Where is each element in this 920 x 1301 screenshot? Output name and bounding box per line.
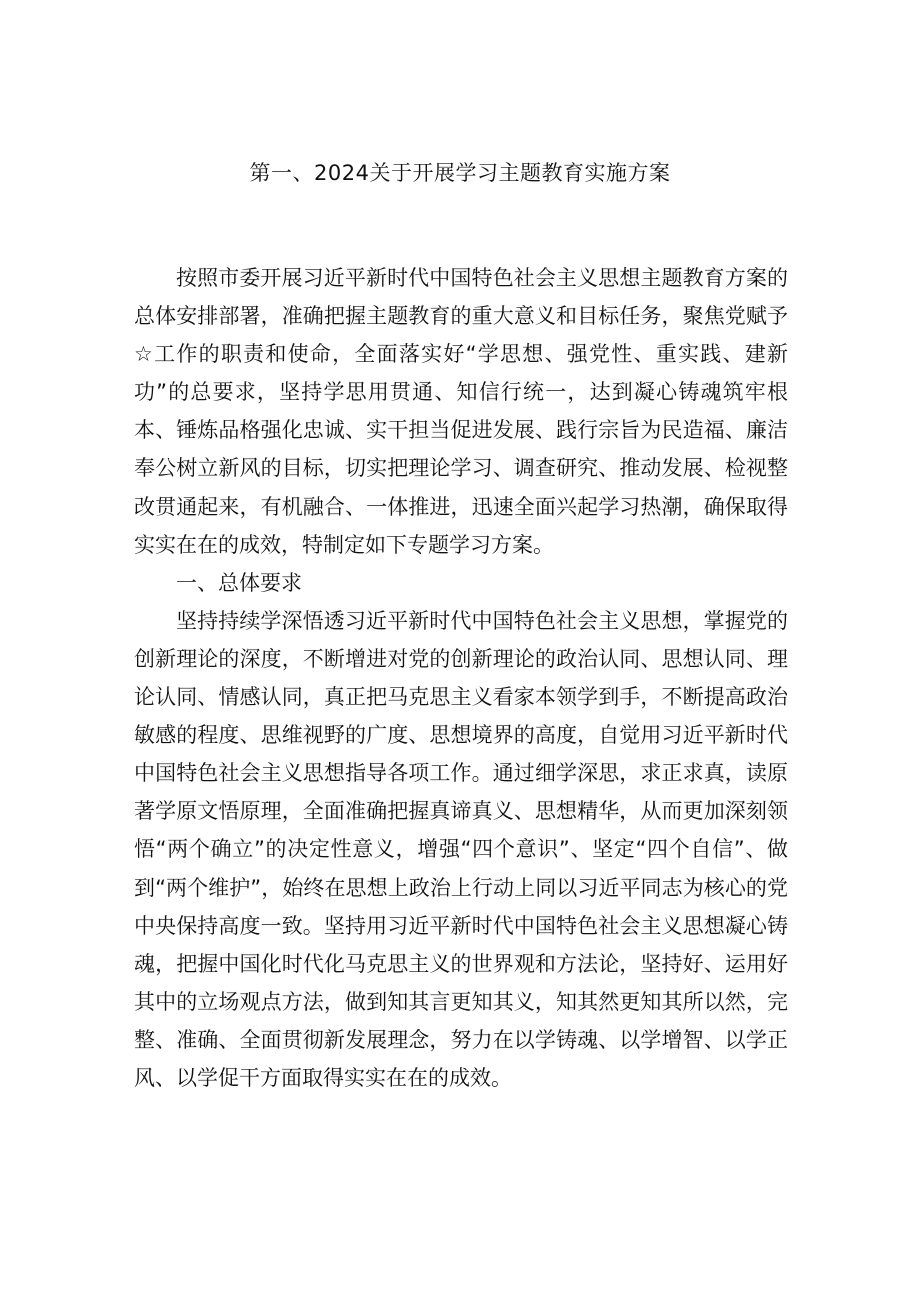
intro-paragraph: 按照市委开展习近平新时代中国特色社会主义思想主题教育方案的总体安排部署，准确把握主题教育的重大意义和目标任务，聚焦党赋予☆工作的职责和使命，全面落实好“学思想、强党性、重实践、建新功”的总要求，坚持学思用贯通、知信行统一，达到凝心铸魂筑牢根本、锤炼品格强化忠诚、实干担当促进发展、践行宗旨为民造福、廉洁奉公树立新风的目标，切实把理论学习、调查研究、推动发展、检视整改贯通起来，有机融合、一体推进，迅速全面兴起学习热潮，确保取得实实在在的成效，特制定如下专题学习方案。 xyxy=(134,266,788,557)
section-paragraph: 坚持持续学深悟透习近平新时代中国特色社会主义思想，掌握党的创新理论的深度，不断增进对党的创新理论的政治认同、思想认同、理论认同、情感认同，真正把马克思主义看家本领学到手，不断提高政治敏感的程度、思维视野的广度、思想境界的高度，自觉用习近平新时代中国特色社会主义思想指导各项工作。通过细学深思，求正求真，读原著学原文悟原理，全面准确把握真谛真义、思想精华，从而更加深刻领悟“两个确立”的决定性意义，增强“四个意识”、坚定“四个自信”、做到“两个维护”，始终在思想上政治上行动上同以习近平同志为核心的党中央保持高度一致。坚持用习近平新时代中国特色社会主义思想凝心铸魂，把握中国化时代化马克思主义的世界观和方法论，坚持好、运用好其中的立场观点方法，做到知其言更知其义，知其然更知其所以然，完整、准确、全面贯彻新发展理念，努力在以学铸魂、以学增智、以学正风、以学促干方面取得实实在在的成效。 xyxy=(134,608,788,1090)
section-heading: 一、总体要求 xyxy=(176,570,302,595)
document-title: 第一、2024关于开展学习主题教育实施方案 xyxy=(249,161,671,185)
document-body xyxy=(134,259,788,1097)
